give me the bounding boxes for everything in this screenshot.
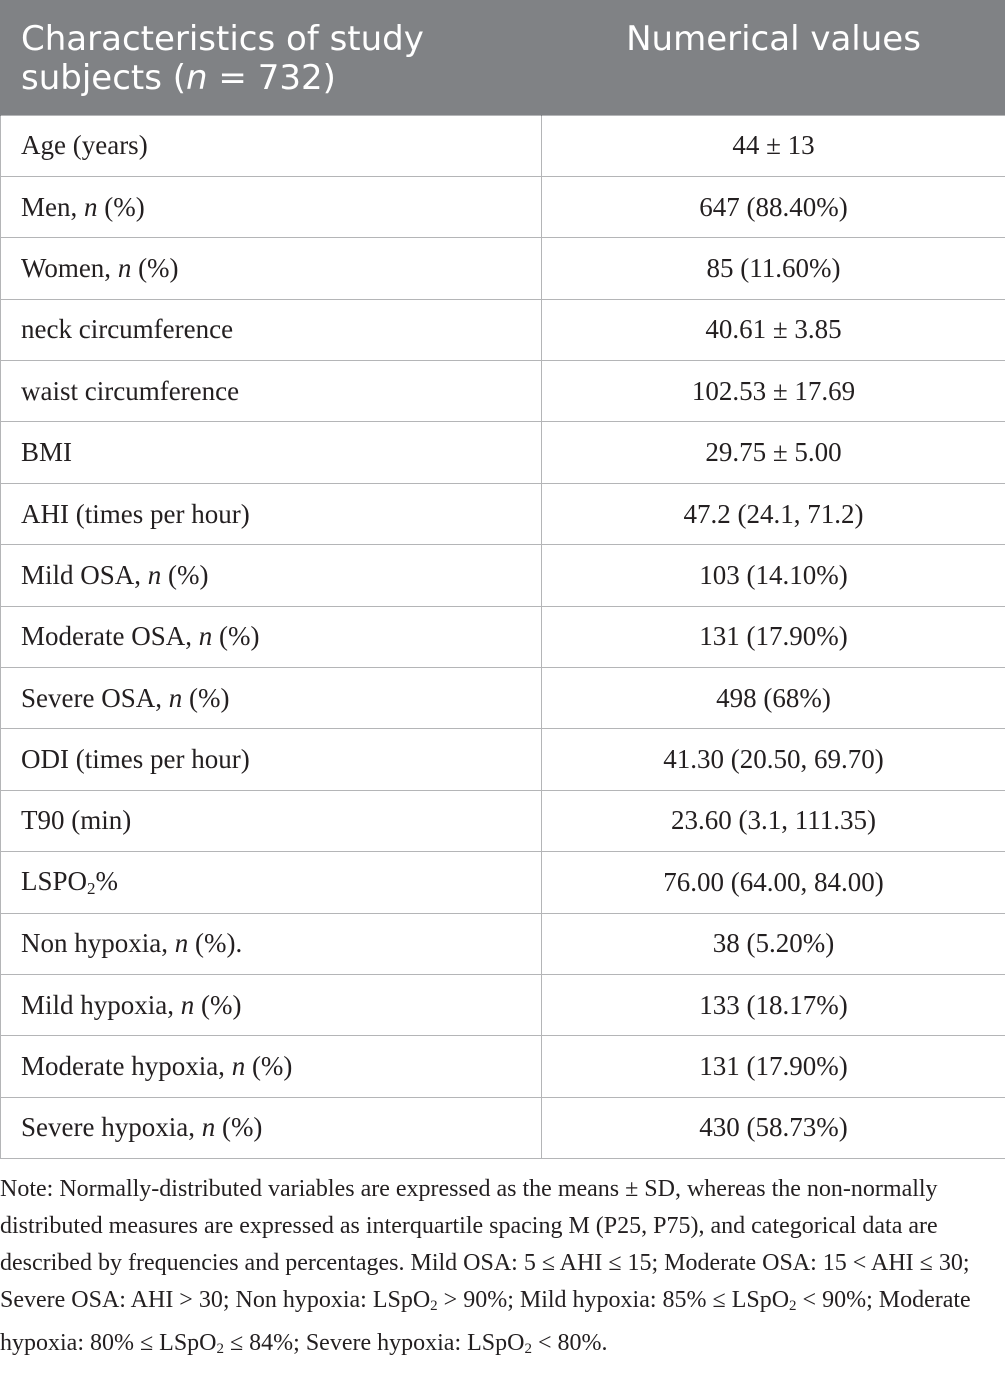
row-value: 133 (18.17%) bbox=[542, 974, 1005, 1035]
row-label bbox=[1, 974, 542, 1035]
row-label bbox=[1, 790, 542, 851]
table-header-row bbox=[1, 0, 1005, 115]
table-row bbox=[1, 790, 1005, 851]
row-label-italic: n bbox=[201, 1112, 216, 1143]
row-label-suffix: (%) bbox=[182, 682, 230, 713]
table-body bbox=[1, 115, 1005, 1159]
row-label-italic: n bbox=[198, 621, 213, 652]
note-sub1: 2 bbox=[430, 1298, 438, 1314]
row-label-text: T90 (min) bbox=[21, 805, 132, 836]
row-label bbox=[1, 238, 542, 299]
row-value: 103 (14.10%) bbox=[542, 545, 1005, 606]
table-row bbox=[1, 176, 1005, 237]
table-note bbox=[0, 1171, 985, 1368]
row-label-text: Mild hypoxia, bbox=[21, 989, 181, 1020]
row-value: 29.75 ± 5.00 bbox=[542, 422, 1005, 483]
header-characteristics bbox=[1, 0, 542, 115]
row-label bbox=[1, 1097, 542, 1158]
row-label-text: BMI bbox=[21, 437, 73, 468]
note-part4: ≤ 84%; Severe hypoxia: LSpO bbox=[224, 1330, 525, 1356]
row-label-suffix: (%) bbox=[215, 1112, 263, 1143]
note-part1: Note: Normally-distributed variables are expressed as the means ± SD, whereas the non-normally distributed measures are expressed as interquartile spacing M (P25, P75), and categorical data are described by frequencies and percentages. Mild OSA: 5 ≤ AHI ≤ 15; Moderate OSA: 15 < AHI ≤ 30; Severe OSA: AHI > 30; Non hypoxia: LSpO bbox=[0, 1176, 970, 1313]
table-row bbox=[1, 913, 1005, 974]
row-label-text: Severe hypoxia, bbox=[21, 1112, 202, 1143]
table-row bbox=[1, 545, 1005, 606]
row-label-italic: n bbox=[84, 191, 98, 222]
table-row bbox=[1, 668, 1005, 729]
row-label-suffix: (%) bbox=[161, 559, 209, 590]
row-value: 41.30 (20.50, 69.70) bbox=[542, 729, 1005, 790]
row-label-italic: n bbox=[168, 682, 183, 713]
row-value: 131 (17.90%) bbox=[542, 606, 1005, 667]
table-row bbox=[1, 1097, 1005, 1158]
row-value: 131 (17.90%) bbox=[542, 1036, 1005, 1097]
row-label-text: Age (years) bbox=[21, 130, 148, 161]
row-label bbox=[1, 913, 542, 974]
table-row bbox=[1, 115, 1005, 176]
row-value: 85 (11.60%) bbox=[542, 238, 1005, 299]
row-value: 102.53 ± 17.69 bbox=[542, 361, 1005, 422]
note-sub3: 2 bbox=[216, 1341, 224, 1357]
row-label bbox=[1, 299, 542, 360]
header-line2-prefix: subjects ( bbox=[21, 58, 187, 98]
row-value: 23.60 (3.1, 111.35) bbox=[542, 790, 1005, 851]
row-label-suffix: (%) bbox=[194, 989, 242, 1020]
row-label bbox=[1, 361, 542, 422]
row-value: 38 (5.20%) bbox=[542, 913, 1005, 974]
row-value: 44 ± 13 bbox=[542, 115, 1005, 176]
table-row bbox=[1, 1036, 1005, 1097]
row-label bbox=[1, 668, 542, 729]
row-label-text: Men, bbox=[21, 191, 84, 222]
note-part2: > 90%; Mild hypoxia: 85% ≤ LSpO bbox=[437, 1287, 790, 1313]
note-sub2: 2 bbox=[789, 1298, 797, 1314]
row-label bbox=[1, 1036, 542, 1097]
row-label bbox=[1, 422, 542, 483]
row-label-text: Severe OSA, bbox=[21, 682, 169, 713]
row-label bbox=[1, 545, 542, 606]
row-label-italic: n bbox=[180, 989, 195, 1020]
row-label-italic: n bbox=[147, 559, 162, 590]
row-value: 498 (68%) bbox=[542, 668, 1005, 729]
row-value: 76.00 (64.00, 84.00) bbox=[542, 852, 1005, 913]
row-label-subscript: 2 bbox=[87, 878, 96, 898]
row-value: 40.61 ± 3.85 bbox=[542, 299, 1005, 360]
row-label-italic: n bbox=[174, 928, 189, 959]
row-label-text: Moderate OSA, bbox=[21, 621, 199, 652]
row-label-suffix: (%) bbox=[131, 252, 179, 283]
row-label-italic: n bbox=[231, 1051, 246, 1082]
table-row bbox=[1, 299, 1005, 360]
row-label-suffix: (%). bbox=[188, 928, 243, 959]
row-label bbox=[1, 606, 542, 667]
header-line2-italic: n bbox=[186, 58, 208, 98]
row-value: 430 (58.73%) bbox=[542, 1097, 1005, 1158]
table-row bbox=[1, 852, 1005, 913]
row-label bbox=[1, 176, 542, 237]
table-row bbox=[1, 483, 1005, 544]
row-label-suffix: % bbox=[95, 865, 119, 896]
note-part3: < 90%; Moderate hypoxia: 80% ≤ LSpO bbox=[0, 1287, 971, 1356]
row-label-text: AHI (times per hour) bbox=[21, 498, 250, 529]
row-label-text: Moderate hypoxia, bbox=[21, 1051, 232, 1082]
row-label-text: Women, bbox=[21, 252, 118, 283]
note-sub4: 2 bbox=[524, 1341, 532, 1357]
row-label-text: waist circumference bbox=[21, 375, 240, 406]
row-label bbox=[1, 852, 542, 913]
row-label bbox=[1, 115, 542, 176]
table-row bbox=[1, 974, 1005, 1035]
table-row bbox=[1, 422, 1005, 483]
row-label-suffix: (%) bbox=[97, 191, 145, 222]
row-label-text: neck circumference bbox=[21, 314, 234, 345]
row-label bbox=[1, 729, 542, 790]
row-value: 647 (88.40%) bbox=[542, 176, 1005, 237]
row-label-suffix: (%) bbox=[212, 621, 260, 652]
table-row bbox=[1, 729, 1005, 790]
row-label-italic: n bbox=[117, 252, 132, 283]
table-row bbox=[1, 361, 1005, 422]
table-row bbox=[1, 238, 1005, 299]
row-label-text: Mild OSA, bbox=[21, 559, 148, 590]
table-row bbox=[1, 606, 1005, 667]
row-label-text: Non hypoxia, bbox=[21, 928, 175, 959]
header-line2-suffix: = 732) bbox=[207, 58, 336, 98]
row-label-suffix: (%) bbox=[245, 1051, 293, 1082]
row-value: 47.2 (24.1, 71.2) bbox=[542, 483, 1005, 544]
header-line1: Characteristics of study bbox=[21, 19, 424, 59]
row-label-text: LSPO bbox=[21, 865, 88, 896]
header-numerical-values: Numerical values bbox=[542, 0, 1005, 115]
note-part5: < 80%. bbox=[531, 1330, 608, 1356]
row-label bbox=[1, 483, 542, 544]
row-label-text: ODI (times per hour) bbox=[21, 744, 250, 775]
